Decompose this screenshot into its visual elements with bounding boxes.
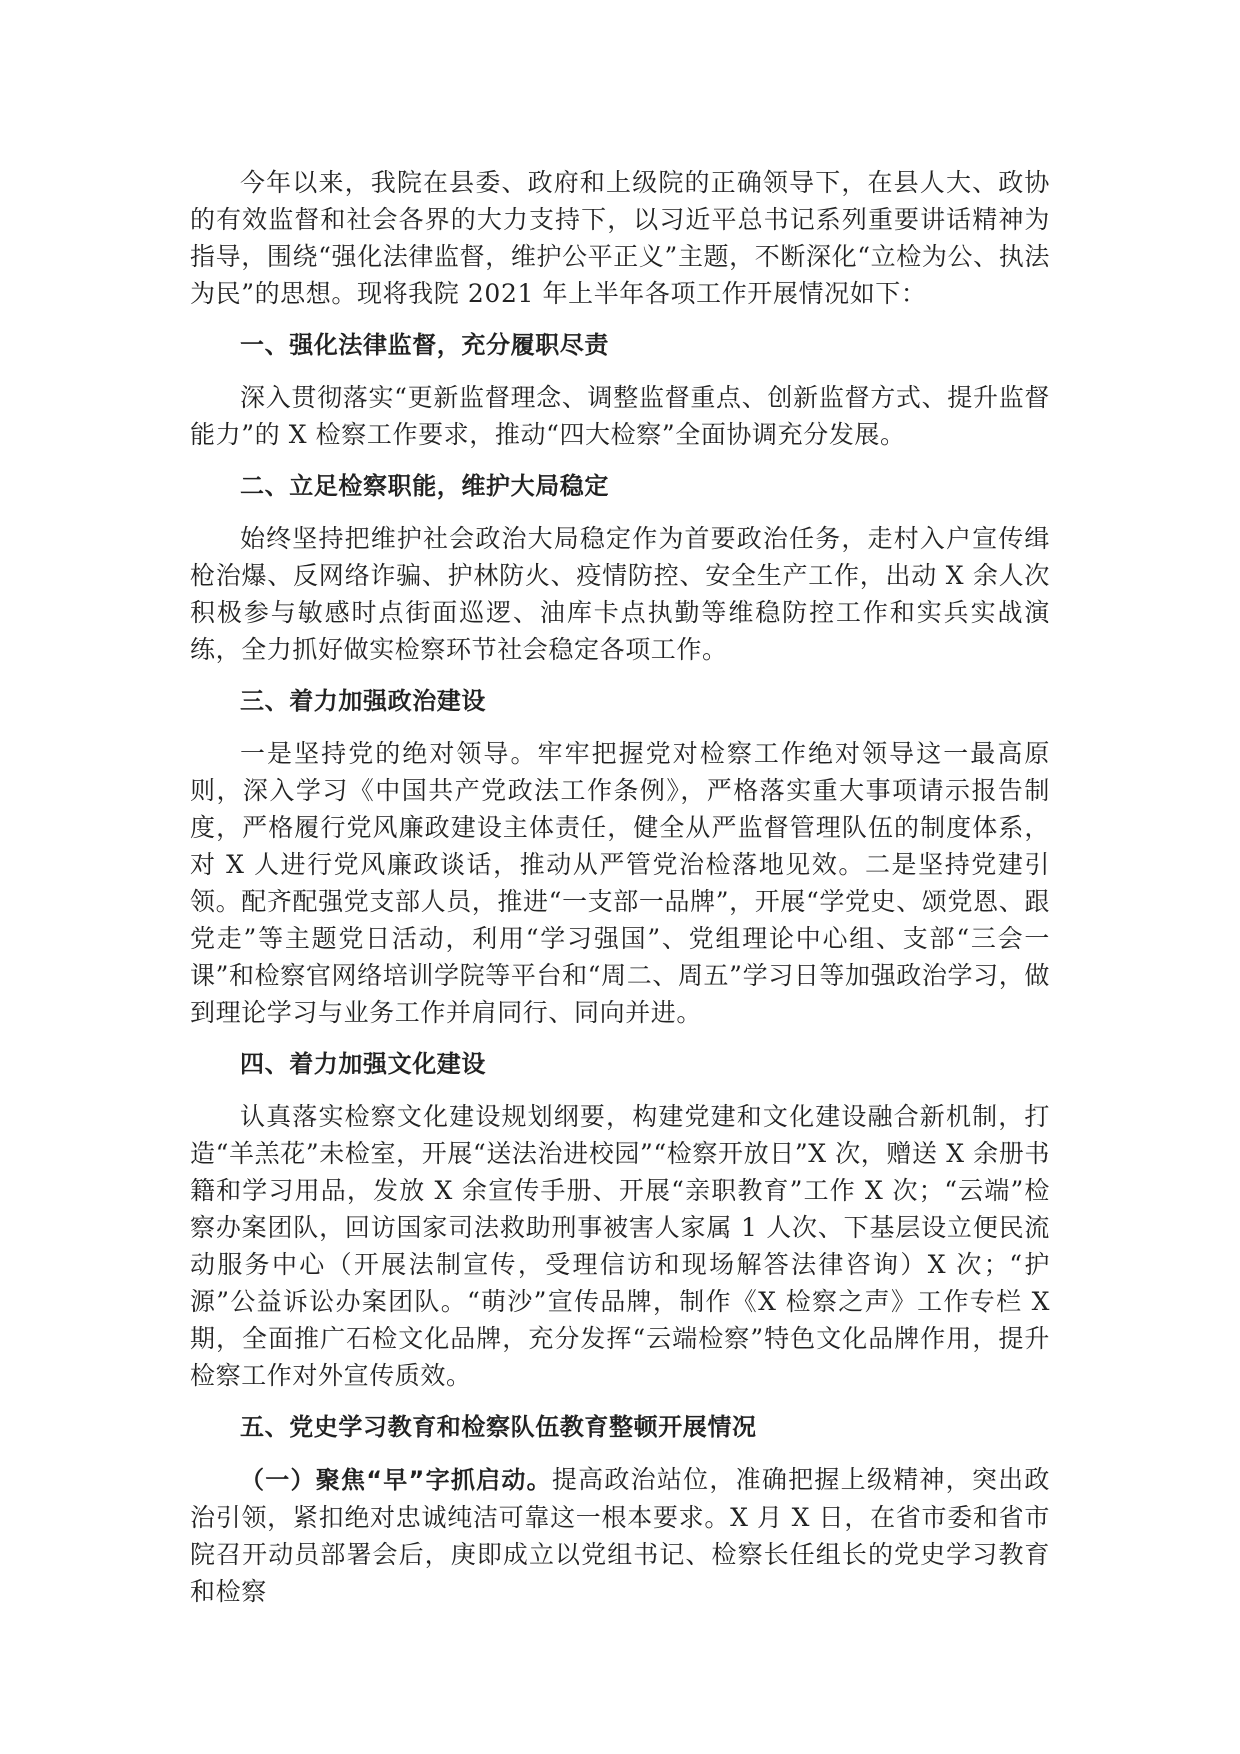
section-2-heading: 二、立足检察职能，维护大局稳定 xyxy=(240,472,609,500)
section-1-heading: 一、强化法律监督，充分履职尽责 xyxy=(240,331,609,359)
section-3-paragraph: 一是坚持党的绝对领导。牢牢把握党对检察工作绝对领导这一最高原则，深入学习《中国共产党政法工作条例》，严格落实重大事项请示报告制度，严格履行党风廉政建设主体责任，健全从严监督管理队伍的制度体系，对 X 人进行党风廉政谈话，推动从严管党治检落地见效。二是坚持党建引领。配齐配强党支部人员，推进“一支部一品牌”，开展“学党史、颂党恩、跟党走”等主题党日活动，利用“学习强国”、党组理论中心组、支部“三会一课”和检察官网络培训学院等平台和“周二、周五”学习日等加强政治学习，做到理论学习与业务工作并肩同行、同向并进。 xyxy=(190,739,1050,1027)
section-5-body: 提高政治站位，准确把握上级精神，突出政治引领，紧扣绝对忠诚纯洁可靠这一根本要求。X 月 X 日，在省市委和省市院召开动员部署会后，庚即成立以党组书记、检察长任组长的党史学习教育和检察 xyxy=(190,1465,1050,1606)
section-4-heading: 四、着力加强文化建设 xyxy=(240,1050,486,1078)
document-page xyxy=(190,164,1050,1625)
section-5-subheading: （一）聚焦“早”字抓启动。 xyxy=(240,1466,552,1494)
section-5-paragraph xyxy=(190,1461,1050,1610)
section-5-heading: 五、党史学习教育和检察队伍教育整顿开展情况 xyxy=(240,1413,757,1441)
section-4-paragraph: 认真落实检察文化建设规划纲要，构建党建和文化建设融合新机制，打造“羊羔花”未检室，开展“送法治进校园”“检察开放日”X 次，赠送 X 余册书籍和学习用品，发放 X 余宣传手册、开展“亲职教育”工作 X 次；“云端”检察办案团队，回访国家司法救助刑事被害人家属 1 人次、下基层设立便民流动服务中心（开展法制宣传，受理信访和现场解答法律咨询）X 次；“护源”公益诉讼办案团队。“萌沙”宣传品牌，制作《X 检察之声》工作专栏 X 期，全面推广石检文化品牌，充分发挥“云端检察”特色文化品牌作用，提升检察工作对外宣传质效。 xyxy=(190,1102,1050,1390)
section-2-paragraph: 始终坚持把维护社会政治大局稳定作为首要政治任务，走村入户宣传缉枪治爆、反网络诈骗、护林防火、疫情防控、安全生产工作，出动 X 余人次积极参与敏感时点街面巡逻、油库卡点执勤等维稳防控工作和实兵实战演练，全力抓好做实检察环节社会稳定各项工作。 xyxy=(190,524,1050,664)
intro-paragraph: 今年以来，我院在县委、政府和上级院的正确领导下，在县人大、政协的有效监督和社会各界的大力支持下，以习近平总书记系列重要讲话精神为指导，围绕“强化法律监督，维护公平正义”主题，不断深化“立检为公、执法为民”的思想。现将我院 2021 年上半年各项工作开展情况如下： xyxy=(190,168,1050,308)
section-1-paragraph: 深入贯彻落实“更新监督理念、调整监督重点、创新监督方式、提升监督能力”的 X 检察工作要求，推动“四大检察”全面协调充分发展。 xyxy=(190,383,1050,449)
section-3-heading: 三、着力加强政治建设 xyxy=(240,687,486,715)
